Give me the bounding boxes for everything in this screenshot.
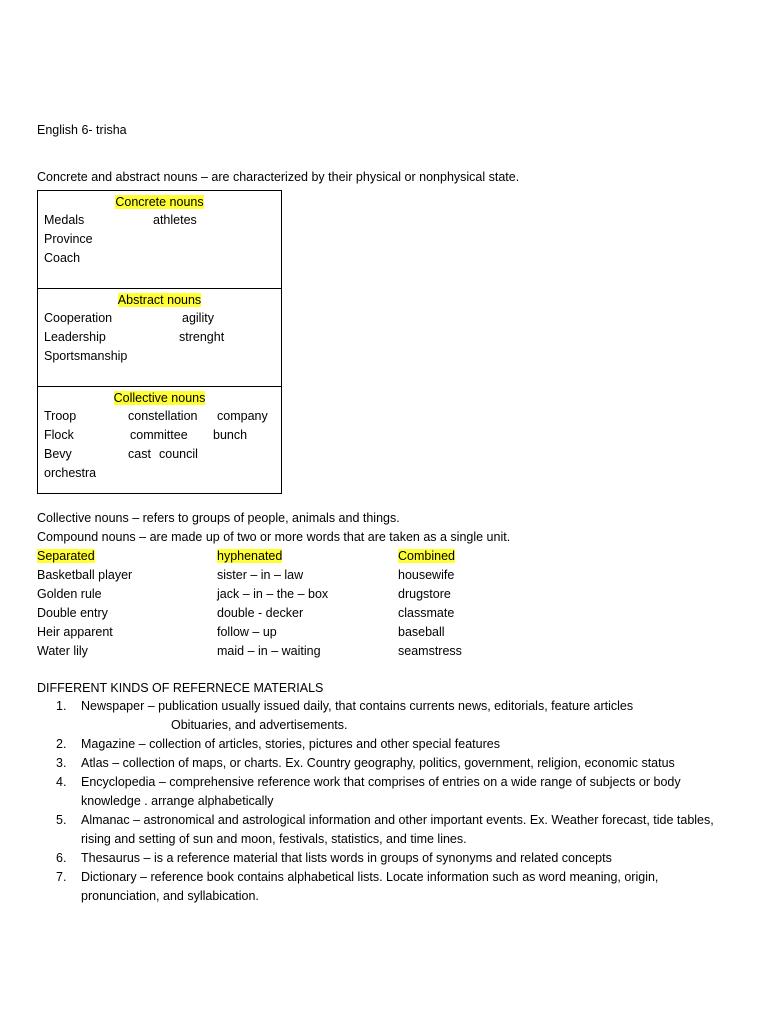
combined-word: classmate: [398, 606, 455, 620]
separated-header: Separated: [37, 549, 95, 563]
list-item: 2. Magazine – collection of articles, stories, pictures and other special features: [56, 737, 500, 751]
hyphenated-word: sister – in – law: [217, 568, 304, 582]
hyphenated-header: hyphenated: [217, 549, 283, 563]
hyphenated-word: follow – up: [217, 625, 277, 639]
concrete-word: athletes: [153, 213, 197, 227]
hyphenated-word: double - decker: [217, 606, 304, 620]
abstract-nouns-heading: Abstract nouns: [117, 293, 202, 307]
collective-word: Bevy: [44, 447, 72, 461]
abstract-word: strenght: [179, 330, 225, 344]
collective-nouns-cell: [38, 387, 282, 494]
compound-definition: Compound nouns – are made up of two or more words that are taken as a single unit.: [37, 530, 511, 544]
document-title: English 6- trisha: [37, 123, 127, 137]
collective-word: orchestra: [44, 466, 97, 480]
hyphenated-word: jack – in – the – box: [217, 587, 329, 601]
combined-header: Combined: [398, 549, 455, 563]
combined-word: baseball: [398, 625, 445, 639]
combined-word: seamstress: [398, 644, 462, 658]
separated-word: Heir apparent: [37, 625, 113, 639]
separated-word: Golden rule: [37, 587, 102, 601]
collective-word: company: [217, 409, 268, 423]
collective-word: Flock: [44, 428, 74, 442]
collective-word: Troop: [44, 409, 77, 423]
abstract-word: Sportsmanship: [44, 349, 128, 363]
reference-heading: DIFFERENT KINDS OF REFERNECE MATERIALS: [37, 681, 324, 695]
abstract-word: Cooperation: [44, 311, 113, 325]
list-item: 7. Dictionary – reference book contains alphabetical lists. Locate information such as word meaning, origin, pronunciation, and syllabication.: [56, 870, 659, 903]
list-item: 6. Thesaurus – is a reference material that lists words in groups of synonyms and related concepts: [56, 851, 612, 865]
list-item: 1. Newspaper – publication usually issued daily, that contains currents news, editorials, feature articles Obituaries, and advertisements.: [56, 699, 634, 732]
collective-nouns-heading: Collective nouns: [113, 391, 206, 405]
collective-word: cast: [128, 447, 151, 461]
concrete-word: Province: [44, 232, 93, 246]
concrete-nouns-heading: Concrete nouns: [115, 195, 204, 209]
collective-word: constellation: [128, 409, 198, 423]
collective-word: committee: [130, 428, 188, 442]
list-item: 5. Almanac – astronomical and astrological information and other important events. Ex. Weather forecast, tide tables, rising and setting of sun and moon, festivals, statistics, and time lines.: [56, 813, 714, 846]
collective-word: bunch: [213, 428, 248, 442]
concrete-word: Medals: [44, 213, 85, 227]
reference-list: [36, 697, 736, 906]
hyphenated-word: maid – in – waiting: [217, 644, 321, 658]
list-item: 4. Encyclopedia – comprehensive reference work that comprises of entries on a wide range of subjects or body knowledge . arrange alphabetically: [56, 775, 681, 808]
combined-word: drugstore: [398, 587, 451, 601]
separated-word: Double entry: [37, 606, 108, 620]
combined-word: housewife: [398, 568, 455, 582]
abstract-word: agility: [182, 311, 214, 325]
list-item: 3. Atlas – collection of maps, or charts. Ex. Country geography, politics, government, religion, economic status: [56, 756, 675, 770]
concrete-word: Coach: [44, 251, 81, 265]
abstract-word: Leadership: [44, 330, 106, 344]
separated-word: Water lily: [37, 644, 88, 658]
intro-text: Concrete and abstract nouns – are characterized by their physical or nonphysical state.: [37, 170, 520, 184]
concrete-nouns-cell: [38, 191, 282, 289]
collective-definition: Collective nouns – refers to groups of people, animals and things.: [37, 511, 400, 525]
abstract-nouns-cell: [38, 289, 282, 387]
nouns-table: [37, 190, 282, 494]
collective-word: council: [159, 447, 198, 461]
separated-word: Basketball player: [37, 568, 133, 582]
